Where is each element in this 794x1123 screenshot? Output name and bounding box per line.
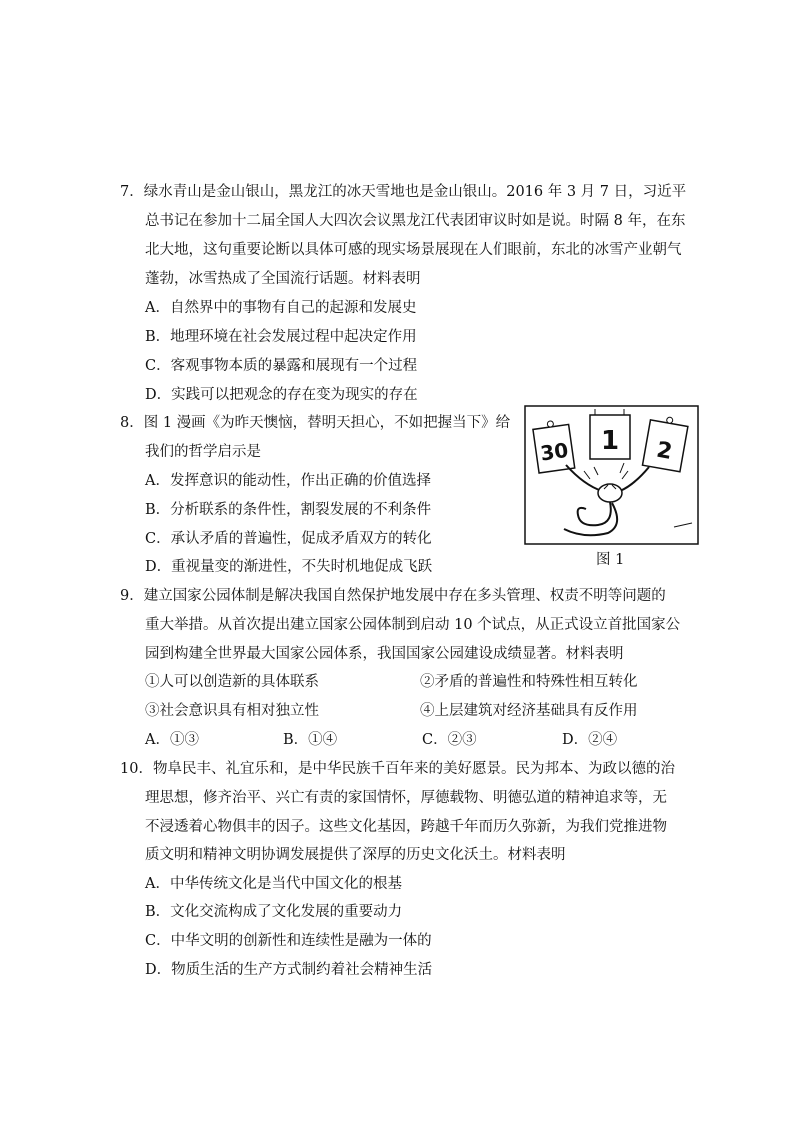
q10-stem-line-1: 10．物阜民丰、礼宜乐和，是中华民族千百年来的美好愿景。民为邦本、为政以德的治 bbox=[120, 761, 675, 777]
cartoon-figure-1 bbox=[524, 405, 699, 545]
q7-option-a: A．自然界中的事物有自己的起源和发展史 bbox=[145, 300, 417, 316]
q9-stem-line-3: 园到构建全世界最大国家公园体系，我国国家公园建设成绩显著。材料表明 bbox=[145, 646, 624, 662]
q7-stem-line-4: 蓬勃，冰雪热成了全国流行话题。材料表明 bbox=[145, 271, 421, 287]
q7-stem-line-2: 总书记在参加十二届全国人大四次会议黑龙江代表团审议时如是说。时隔 8 年，在东 bbox=[145, 213, 686, 229]
q10-option-d: D．物质生活的生产方式制约着社会精神生活 bbox=[145, 962, 433, 978]
q9-statement-3: ③社会意识具有相对独立性 bbox=[145, 703, 319, 719]
q7-option-c: C．客观事物本质的暴露和展现有一个过程 bbox=[145, 358, 418, 374]
q8-stem-line-1: 8．图 1 漫画《为昨天懊恼，替明天担心，不如把握当下》给 bbox=[120, 415, 511, 431]
q9-option-a: A．①③ bbox=[145, 732, 199, 748]
q9-option-d: D．②④ bbox=[562, 732, 618, 748]
card-yesterday: 30 bbox=[538, 437, 570, 466]
figure-caption: 图 1 bbox=[596, 552, 625, 568]
q8-option-d: D．重视量变的渐进性，不失时机地促成飞跃 bbox=[145, 559, 433, 575]
q7-stem-line-1: 7．绿水青山是金山银山，黑龙江的冰天雪地也是金山银山。2016 年 3 月 7 日，习近平 bbox=[120, 184, 687, 200]
q9-option-c: C．②③ bbox=[422, 732, 477, 748]
q9-statement-2: ②矛盾的普遍性和特殊性相互转化 bbox=[420, 674, 638, 690]
q10-option-a: A．中华传统文化是当代中国文化的根基 bbox=[145, 876, 402, 892]
q7-option-b: B．地理环境在社会发展过程中起决定作用 bbox=[145, 329, 417, 345]
q10-stem-line-4: 质文明和精神文明协调发展提供了深厚的历史文化沃土。材料表明 bbox=[145, 847, 566, 863]
q9-stem-line-2: 重大举措。从首次提出建立国家公园体制到启动 10 个试点，从正式设立首批国家公 bbox=[145, 617, 681, 633]
q9-option-b: B．①④ bbox=[283, 732, 338, 748]
q10-option-b: B．文化交流构成了文化发展的重要动力 bbox=[145, 904, 403, 920]
q8-stem-line-2: 我们的哲学启示是 bbox=[145, 444, 261, 460]
q8-option-a: A．发挥意识的能动性，作出正确的价值选择 bbox=[145, 473, 431, 489]
q10-stem-line-3: 不浸透着心物俱丰的因子。这些文化基因，跨越千年而历久弥新，为我们党推进物 bbox=[145, 819, 667, 835]
q8-option-c: C．承认矛盾的普遍性，促成矛盾双方的转化 bbox=[145, 531, 432, 547]
q9-statement-1: ①人可以创造新的具体联系 bbox=[145, 674, 319, 690]
q9-statement-4: ④上层建筑对经济基础具有反作用 bbox=[420, 703, 638, 719]
card-today: 1 bbox=[600, 426, 620, 456]
q7-option-d: D．实践可以把观念的存在变为现实的存在 bbox=[145, 387, 418, 403]
q8-option-b: B．分析联系的条件性，割裂发展的不利条件 bbox=[145, 502, 432, 518]
q10-stem-line-2: 理思想，修齐治平、兴亡有责的家国情怀，厚德载物、明德弘道的精神追求等，无 bbox=[145, 790, 667, 806]
card-tomorrow: 2 bbox=[654, 437, 674, 465]
q10-option-c: C．中华文明的创新性和连续性是融为一体的 bbox=[145, 933, 432, 949]
q9-stem-line-1: 9．建立国家公园体制是解决我国自然保护地发展中存在多头管理、权责不明等问题的 bbox=[120, 588, 666, 604]
q7-stem-line-3: 北大地，这句重要论断以具体可感的现实场景展现在人们眼前，东北的冰雪产业朝气 bbox=[145, 242, 682, 258]
